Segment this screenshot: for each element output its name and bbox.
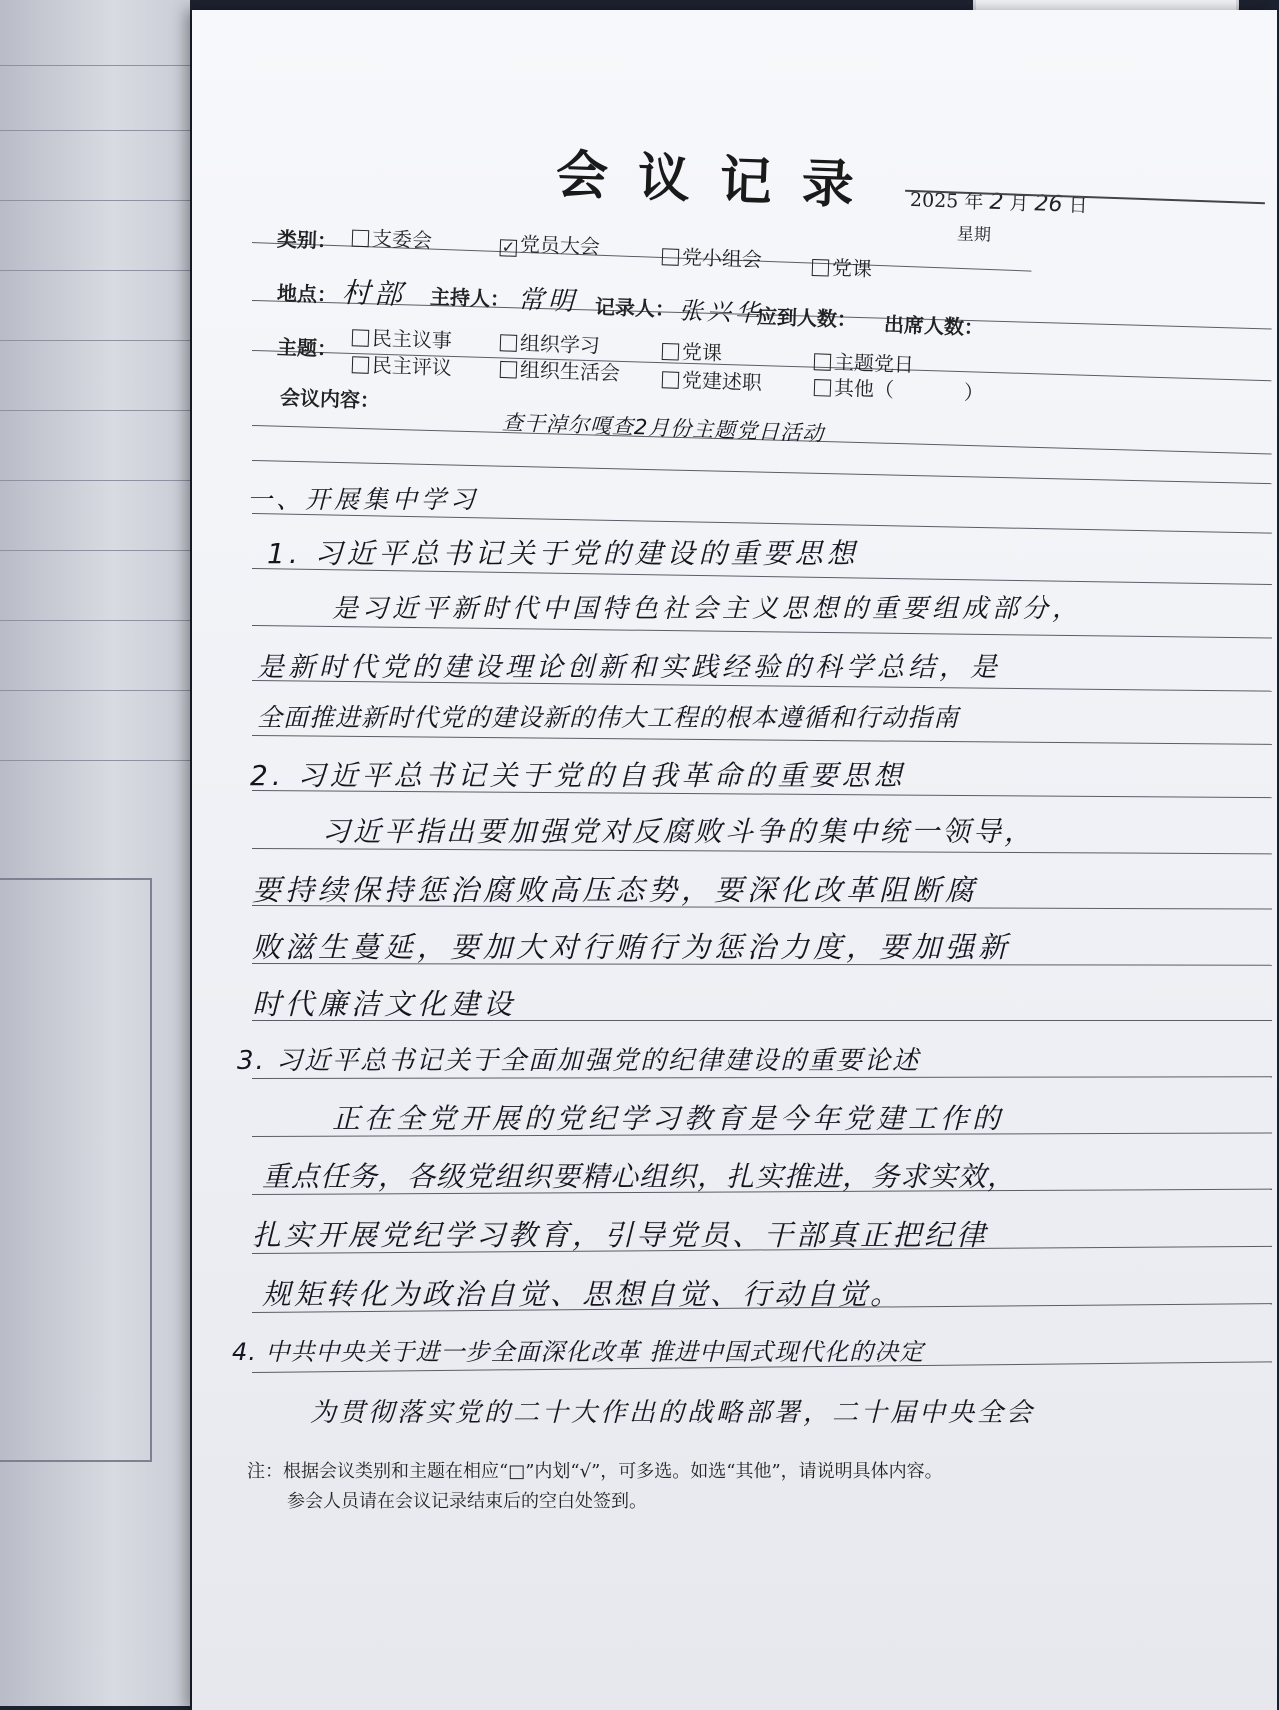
topic-option[interactable]: 组织生活会 [500, 353, 621, 386]
topic-option[interactable]: 组织学习 [500, 326, 601, 358]
signature-box [0, 878, 152, 1462]
category-option[interactable]: 党小组会 [662, 240, 763, 272]
checkbox-checked[interactable]: ✓ [501, 237, 516, 257]
handwritten-line: 败滋生蔓延，要加大对行贿行为惩治力度，要加强新 [252, 930, 1012, 964]
handwritten-line: 是习近平新时代中国特色社会主义思想的重要组成部分， [332, 594, 1083, 624]
date-month-unit: 月 [1009, 192, 1029, 216]
form-note [247, 1457, 943, 1517]
checkbox[interactable] [814, 379, 832, 397]
topic-option[interactable]: 党建述职 [662, 363, 763, 395]
handwritten-line: 4. 中共中央关于进一步全面深化改革 推进中国式现代化的决定 [232, 1338, 925, 1366]
host-value: 常明 [517, 284, 579, 318]
handwritten-line: 是新时代党的建设理论创新和实践经验的科学总结，是 [257, 652, 1001, 683]
handwritten-line: 2. 习近平总书记关于党的自我革命的重要思想 [250, 759, 906, 792]
recorder-value: 张兴华 [678, 296, 764, 328]
ruled-line [0, 480, 190, 481]
date-day-unit: 日 [1068, 194, 1088, 218]
ruled-line [0, 200, 190, 201]
checkbox[interactable] [662, 248, 680, 266]
ruled-line [0, 620, 190, 621]
handwritten-line: 3. 习近平总书记关于全面加强党的纪律建设的重要论述 [237, 1046, 921, 1076]
note-line-1: 注：根据会议类别和主题在相应“□”内划“√”，可多选。如选“其他”，请说明具体内容。 [247, 1461, 943, 1482]
expected-label: 应到人数： [756, 304, 858, 332]
handwritten-line: 扎实开展党纪学习教育，引导党员、干部真正把纪律 [252, 1218, 989, 1252]
handwritten-line: 习近平指出要加强党对反腐败斗争的集中统一领导， [322, 815, 1036, 848]
checkbox[interactable] [352, 329, 370, 347]
category-label: 类别： [276, 226, 338, 254]
ruled-line [0, 130, 190, 131]
handwritten-line: 1. 习近平总书记关于党的建设的重要思想 [267, 537, 859, 570]
checkbox[interactable] [662, 343, 680, 361]
checkbox[interactable] [352, 356, 370, 374]
host-label: 主持人： [429, 284, 511, 312]
meeting-subject: 查干淖尔嘎查2月份主题党日活动 [501, 410, 825, 446]
checkbox[interactable] [500, 361, 518, 379]
handwritten-line: 规矩转化为政治自觉、思想自觉、行动自觉。 [262, 1277, 903, 1311]
checkbox[interactable] [352, 230, 370, 248]
handwritten-line: 重点任务，各级党组织要精心组织，扎实推进，务求实效， [262, 1160, 1017, 1193]
checkbox[interactable] [662, 371, 680, 389]
topic-option[interactable]: 主题党日 [814, 345, 915, 377]
ruled-line [0, 690, 190, 691]
category-row [277, 223, 338, 254]
topic-option[interactable]: 民主评议 [352, 348, 453, 380]
ruled-line [252, 513, 1272, 534]
content-label: 会议内容： [279, 385, 381, 413]
recorder-label: 记录人： [594, 294, 676, 322]
topic-label: 主题： [276, 334, 338, 362]
page-title: 会议记录 [554, 144, 885, 217]
topic-option[interactable]: 其他（ ） [814, 371, 985, 406]
checkbox[interactable] [812, 259, 830, 277]
handwritten-line: 为贯彻落实党的二十大作出的战略部署，二十届中央全会 [310, 1398, 1036, 1428]
ruled-line [0, 340, 190, 341]
handwritten-line: 要持续保持惩治腐败高压态势，要深化改革阻断腐 [252, 873, 979, 907]
date-month: 2 [989, 189, 1004, 216]
category-option[interactable]: 支委会 [352, 222, 433, 254]
weekday-label: 星期 [956, 224, 992, 246]
checkbox[interactable] [814, 353, 832, 371]
date-day: 26 [1034, 191, 1063, 218]
location-label: 地点： [276, 280, 338, 308]
category-option[interactable]: 党课 [812, 251, 873, 282]
ruled-line [0, 550, 190, 551]
attended-label: 出席人数： [883, 312, 985, 340]
topic-option[interactable]: 民主议事 [352, 321, 453, 353]
handwritten-line: 时代廉洁文化建设 [252, 987, 517, 1021]
handwritten-line: 一、开展集中学习 [247, 485, 480, 514]
ruled-line [0, 65, 190, 66]
ruled-line [0, 760, 190, 761]
ruled-line [0, 410, 190, 411]
note-line-2: 参会人员请在会议记录结束后的空白处签到。 [287, 1491, 647, 1512]
previous-page [0, 0, 190, 1706]
checkbox[interactable] [500, 334, 518, 352]
ruled-line [252, 735, 1272, 745]
date-year: 2025 [909, 188, 959, 213]
date-year-unit: 年 [963, 190, 984, 214]
topic-option[interactable]: 党课 [662, 335, 723, 366]
handwritten-line: 正在全党开展的党纪学习教育是今年党建工作的 [332, 1102, 1005, 1135]
meeting-record-page [192, 10, 1277, 1710]
handwritten-line: 全面推进新时代党的建设新的伟大工程的根本遵循和行动指南 [257, 703, 960, 732]
ruled-line [0, 270, 190, 271]
location-value: 村部 [341, 275, 407, 312]
category-option[interactable]: ✓ 党员大会 [501, 231, 601, 259]
ruled-line [252, 625, 1272, 638]
